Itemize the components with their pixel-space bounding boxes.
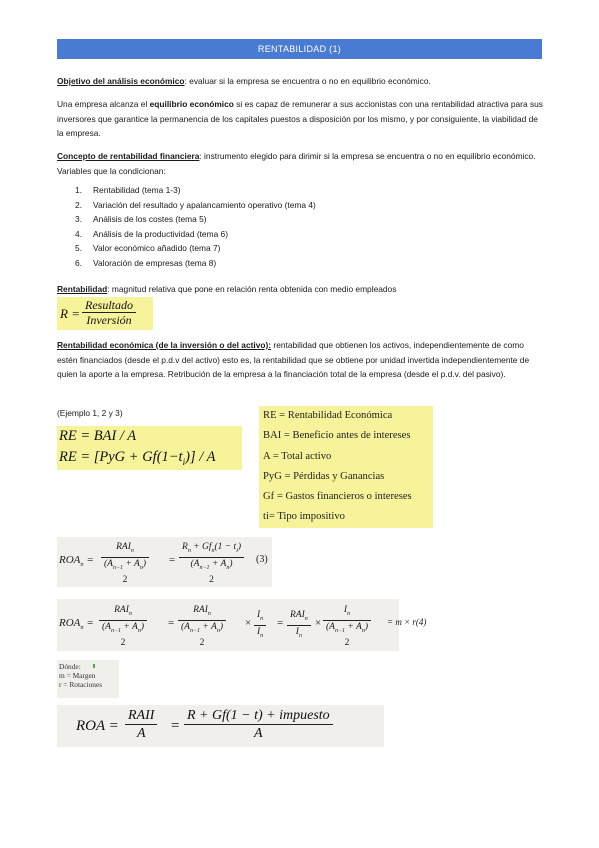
formula-r-lhs: R = — [60, 306, 80, 321]
objetivo-text: : evaluar si la empresa se encuentra o no en equilibrio económico. — [184, 76, 431, 86]
list-item: 2. Variación del resultado y apalancamiento operativo (tema 4) — [75, 199, 316, 210]
formula-r-numerator: Resultado — [82, 298, 136, 313]
re-formula-1: RE = BAI / A — [59, 428, 137, 444]
donde-title: Dónde: — [59, 662, 81, 671]
list-item: 1. Rentabilidad (tema 1-3) — [75, 185, 181, 195]
re-formula-2: RE = $[PyG + Gf(1-t_i)] / A$ — [59, 449, 216, 467]
donde-box — [57, 660, 119, 698]
definition-ti: ti= Tipo impositivo — [263, 511, 345, 523]
concepto-text: : instrumento elegido para dirimir si la empresa se encuentra o no en equilibrio económico. Variables que la condicionan: — [57, 151, 536, 176]
definition-pyg: PyG = Pérdidas y Ganancias — [263, 470, 385, 482]
roa-final-formula: ROA = RAII A = R + Gf(1 − t) + impuesto A — [57, 705, 384, 747]
re-formula-box — [57, 426, 242, 470]
objetivo-paragraph — [57, 74, 543, 89]
concepto-label: Concepto de rentabilidad financiera — [57, 151, 200, 161]
formula-r-denominator: Inversión — [86, 313, 132, 327]
list-item: 4. Análisis de la productividad (tema 6) — [75, 228, 228, 239]
roa3-tag: (3) — [256, 554, 268, 565]
economica-text: rentabilidad que obtienen los activos, independientemente de como estén financiados (desde el p.d.v del activo) esto es, la rentabilidad que se obtiene por unidad invertida independientemente de quien la aporte a la empresa. Retribución de la empresa a la financiación total de la empresa (desde el p.d.v. del pasivo). — [57, 340, 530, 380]
green-mark-icon — [93, 664, 95, 668]
equilibrio-bold: equilibrio económico — [149, 99, 234, 109]
ejemplo-label: (Ejemplo 1, 2 y 3) — [57, 408, 123, 418]
roa-final-lhs: ROA = — [76, 718, 119, 734]
rentabilidad-label: Rentabilidad — [57, 284, 108, 294]
equilibrio-paragraph — [57, 97, 543, 141]
roa-final-num1: RAII — [125, 707, 157, 725]
roa-final-den1: A — [136, 726, 146, 741]
list-item: 3. Análisis de los costes (tema 5) — [75, 214, 207, 225]
definition-gf: Gf = Gastos financieros o intereses — [263, 491, 412, 503]
variables-list — [72, 183, 316, 271]
roa4-tag: = m × r(4) — [387, 617, 427, 627]
concepto-paragraph — [57, 149, 543, 178]
rentabilidad-text: : magnitud relativa que pone en relación renta obtenida con medio empleados — [107, 284, 397, 294]
rentabilidad-paragraph — [57, 282, 543, 297]
list-item: 6. Valoración de empresas (tema 8) — [75, 257, 217, 268]
donde-margen: m = Margen — [59, 671, 96, 680]
formula-r-fraction — [82, 298, 136, 327]
equilibrio-pre: Una empresa alcanza el — [57, 99, 150, 109]
donde-rotaciones: r = Rotaciones — [59, 680, 103, 689]
roa-final-den2: A — [254, 726, 263, 741]
formula-r-box — [57, 297, 153, 330]
definition-a: A = Total activo — [263, 450, 332, 462]
definition-re: RE = Rentabilidad Económica — [263, 410, 393, 421]
definitions-box — [259, 406, 433, 528]
equilibrio-post: si es capaz de remunerar a sus accionistas con una rentabilidad atractiva para sus inversores que garantice la permanencia de los capitales puestos a disposición por los mismo, y por consiguiente, la viabilidad de la empresa. — [57, 99, 543, 139]
roa4-formula: $ROA_n$ = $RAI_n$ $(A_{n-1} + A_n)$ 2 = $RAI_n$ $(A_{n-1} + A_n)$ 2 × $\frac{I_n}{I_n}$ = $RAI_n$ $I_n$ × $I_n$ $(A_{n-1} + A_n)$ 2 = m × r(4) — [57, 599, 399, 651]
objetivo-label: Objetivo del análisis económico — [57, 76, 185, 86]
economica-label: Rentabilidad económica (de la inversión o del activo): — [57, 340, 272, 350]
definition-bai: BAI = Beneficio antes de intereses — [263, 430, 411, 442]
roa3-formula: $ROA_n$ = $RAI_n$ $(A_{n-1} + A_n)$ 2 = $R_n + Gf_n(1 - t_i)$ $(A_{n-1} + A_n)$ 2 (3) — [57, 537, 272, 587]
roa-final-num2: R + Gf(1 − t) + impuesto — [184, 707, 333, 725]
list-item: 5. Valor económico añadido (tema 7) — [75, 243, 221, 254]
page-title: RENTABILIDAD (1) — [57, 39, 542, 59]
economica-paragraph — [57, 338, 543, 382]
